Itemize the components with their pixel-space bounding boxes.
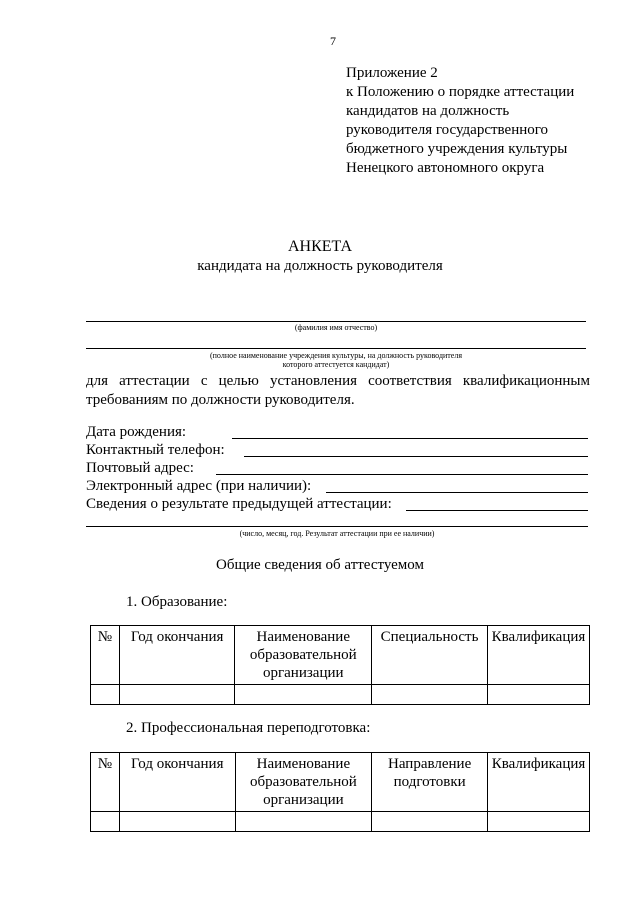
table-cell[interactable] [372, 685, 488, 705]
postal-label: Почтовый адрес: [86, 460, 194, 476]
institution-caption-1: (полное наименование учреждения культуры, на должность руководителя [209, 351, 463, 360]
institution-caption-2: которого аттестуется кандидат) [282, 360, 390, 369]
prev-result-input-line-2[interactable] [86, 526, 588, 527]
appendix-line: Ненецкого автономного округа [346, 160, 545, 176]
table-cell[interactable] [235, 685, 372, 705]
col-direction: Направление подготовки [372, 753, 488, 812]
table-row [91, 685, 590, 705]
table-header-row [91, 753, 590, 812]
retraining-heading: 2. Профессиональная переподготовка: [126, 720, 371, 736]
col-year: Год окончания [119, 626, 235, 685]
general-section-title: Общие сведения об аттестуемом [215, 557, 425, 573]
table-cell[interactable] [487, 685, 589, 705]
col-organization: Наименование образовательной организации [235, 753, 372, 812]
prev-result-caption: (число, месяц, год. Результат аттестации при ее наличии) [239, 529, 435, 538]
appendix-line: бюджетного учреждения культуры [346, 141, 568, 157]
table-cell[interactable] [235, 812, 372, 832]
prev-result-input-line[interactable] [406, 510, 588, 511]
appendix-line: руководителя государственного [346, 122, 549, 138]
purpose-text: для аттестации с целью установления соответствия квалификационным требованиям по должности руководителя. [86, 373, 590, 408]
email-input-line[interactable] [326, 492, 588, 493]
col-organization: Наименование образовательной организации [235, 626, 372, 685]
prev-result-label: Сведения о результате предыдущей аттестации: [86, 496, 392, 512]
appendix-line: к Положению о порядке аттестации [346, 84, 575, 100]
col-number: № [91, 753, 120, 812]
table-cell[interactable] [372, 812, 488, 832]
table-cell[interactable] [91, 812, 120, 832]
col-specialty: Специальность [372, 626, 488, 685]
table-cell[interactable] [119, 685, 235, 705]
page-number: 7 [330, 34, 336, 48]
education-table [90, 625, 590, 705]
col-qualification: Квалификация [487, 626, 589, 685]
form-subtitle: кандидата на должность руководителя [197, 258, 443, 274]
table-header-row [91, 626, 590, 685]
phone-input-line[interactable] [244, 456, 588, 457]
col-number: № [91, 626, 120, 685]
retraining-table [90, 752, 590, 832]
table-cell[interactable] [488, 812, 590, 832]
form-title: АНКЕТА [287, 238, 353, 255]
appendix-line: кандидатов на должность [346, 103, 510, 119]
birth-date-input-line[interactable] [232, 438, 588, 439]
table-cell[interactable] [119, 812, 235, 832]
table-row [91, 812, 590, 832]
appendix-line: Приложение 2 [346, 65, 438, 81]
name-input-line[interactable] [86, 321, 586, 322]
institution-input-line[interactable] [86, 348, 586, 349]
table-cell[interactable] [91, 685, 120, 705]
phone-label: Контактный телефон: [86, 442, 225, 458]
name-caption: (фамилия имя отчество) [294, 323, 378, 332]
postal-input-line[interactable] [216, 474, 588, 475]
appendix-header [346, 64, 626, 178]
col-qualification: Квалификация [488, 753, 590, 812]
birth-date-label: Дата рождения: [86, 424, 187, 440]
education-heading: 1. Образование: [126, 594, 228, 610]
col-year: Год окончания [119, 753, 235, 812]
email-label: Электронный адрес (при наличии): [86, 478, 312, 494]
